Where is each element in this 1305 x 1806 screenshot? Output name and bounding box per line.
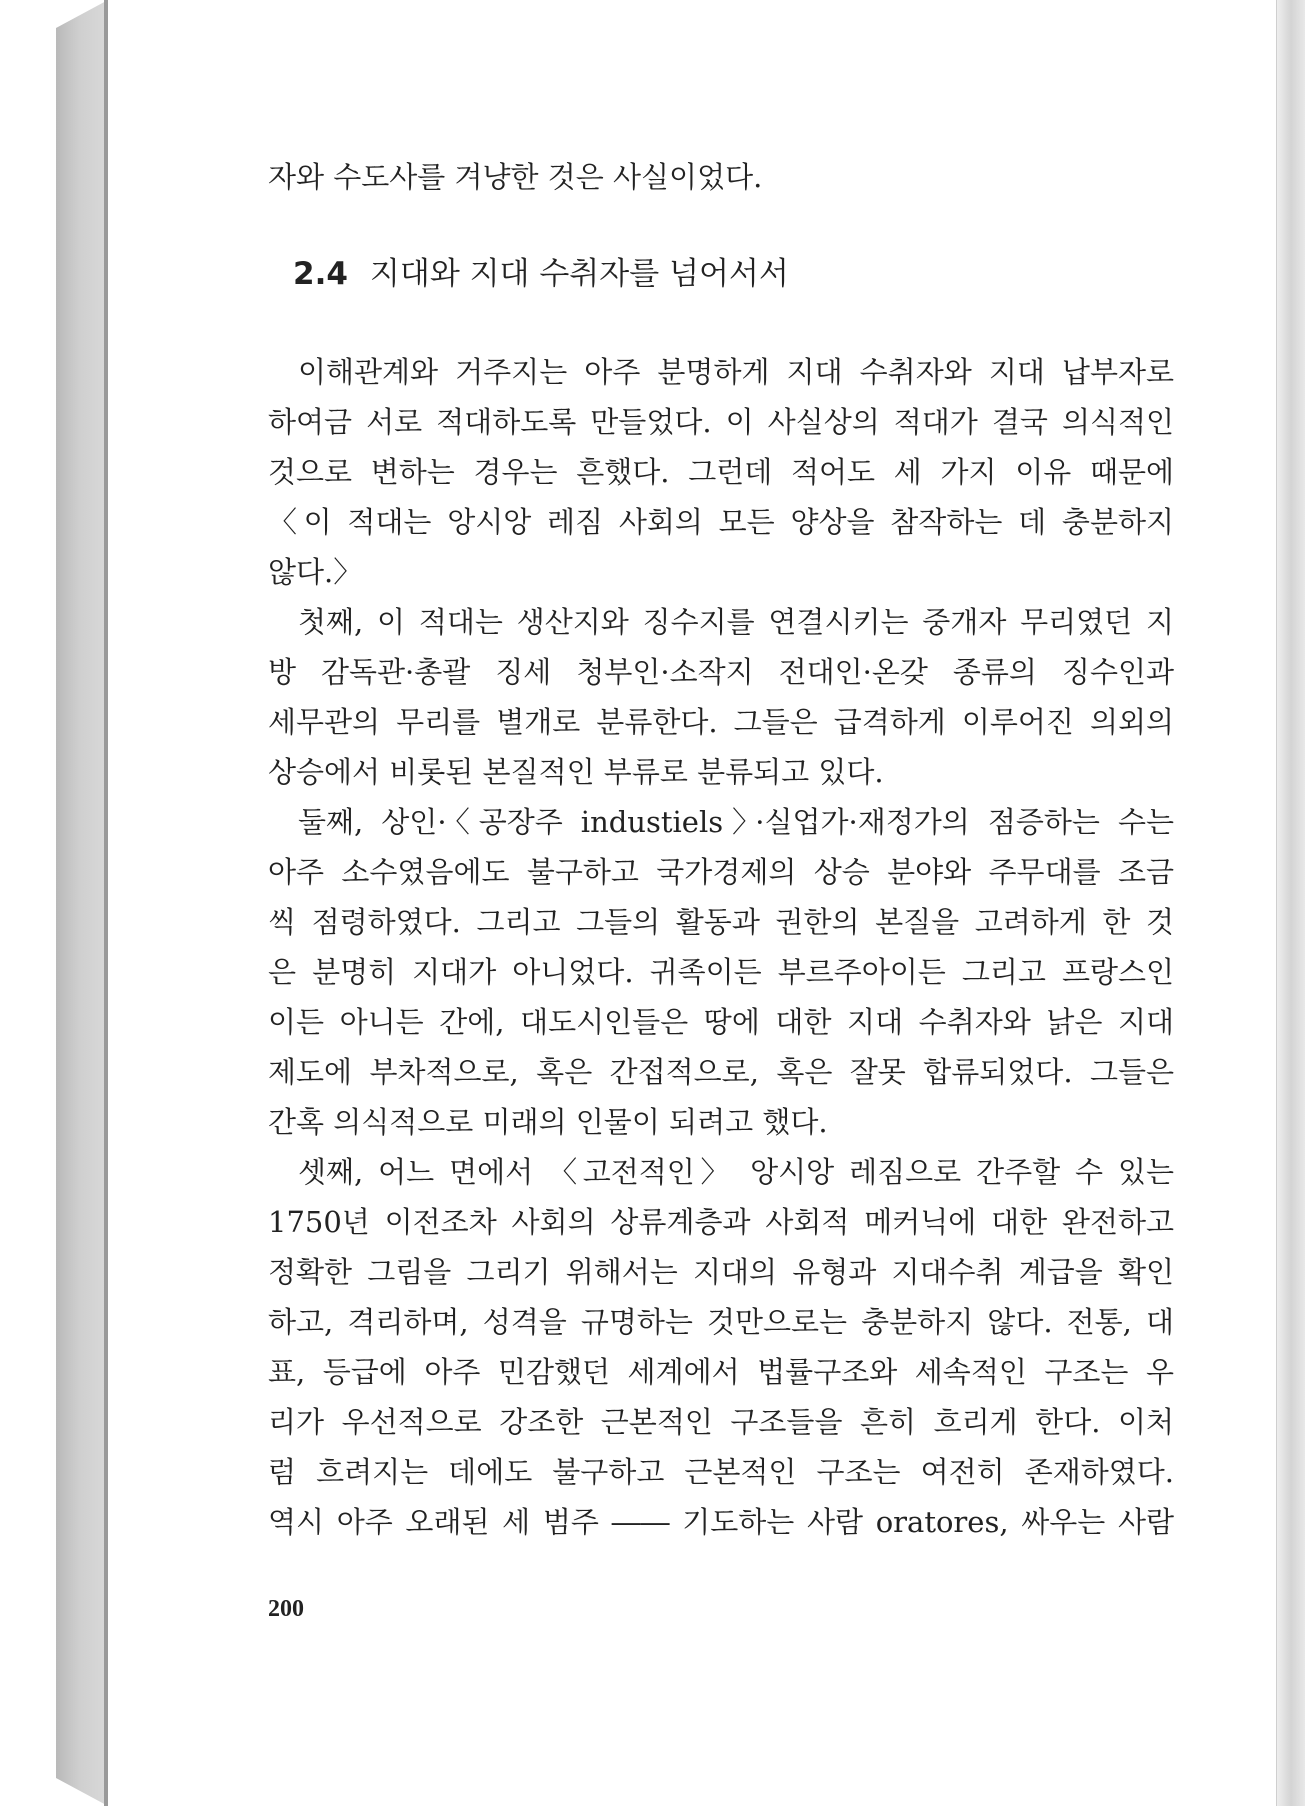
text-line: 방 감독관·총괄 징세 청부인·소작지 전대인·온갖 종류의 징수인과 bbox=[268, 655, 1174, 689]
text-line: 〈이 적대는 앙시앙 레짐 사회의 모든 양상을 참작하는 데 충분하지 bbox=[268, 505, 1174, 539]
text-line: 아주 소수였음에도 불구하고 국가경제의 상승 분야와 주무대를 조금 bbox=[268, 855, 1174, 889]
top-paragraph bbox=[268, 152, 1174, 202]
body-text bbox=[268, 347, 1174, 1547]
page bbox=[108, 0, 1277, 1806]
text-line: 하여금 서로 적대하도록 만들었다. 이 사실상의 적대가 결국 의식적인 bbox=[268, 405, 1174, 439]
text-line: 세무관의 무리를 별개로 분류한다. 그들은 급격하게 이루어진 의외의 bbox=[268, 705, 1174, 739]
text-line: 씩 점령하였다. 그리고 그들의 활동과 권한의 본질을 고려하게 한 것 bbox=[268, 905, 1174, 939]
text-line: 역시 아주 오래된 세 범주 ―― 기도하는 사람 oratores, 싸우는 사람 bbox=[268, 1505, 1174, 1539]
text-line: 럼 흐려지는 데에도 불구하고 근본적인 구조는 여전히 존재하였다. bbox=[268, 1455, 1174, 1489]
text-line: 첫째, 이 적대는 생산지와 징수지를 연결시키는 중개자 무리였던 지 bbox=[298, 605, 1174, 639]
section-number: 2.4 bbox=[293, 256, 348, 292]
section-heading bbox=[293, 248, 789, 293]
page-number: 200 bbox=[268, 1596, 304, 1622]
text-line: 이든 아니든 간에, 대도시인들은 땅에 대한 지대 수취자와 낡은 지대 bbox=[268, 1005, 1174, 1039]
text-line: 하고, 격리하며, 성격을 규명하는 것만으로는 충분하지 않다. 전통, 대 bbox=[268, 1305, 1174, 1339]
text-line: 것으로 변하는 경우는 흔했다. 그런데 적어도 세 가지 이유 때문에 bbox=[268, 455, 1174, 489]
text-line: 셋째, 어느 면에서 〈고전적인〉 앙시앙 레짐으로 간주할 수 있는 bbox=[298, 1155, 1174, 1189]
page-edge-right bbox=[1276, 0, 1305, 1806]
text-line: 이해관계와 거주지는 아주 분명하게 지대 수취자와 지대 납부자로 bbox=[298, 355, 1174, 389]
book-spine bbox=[56, 0, 108, 1806]
text-line-top: 자와 수도사를 겨냥한 것은 사실이었다. bbox=[268, 160, 763, 194]
text-line: 간혹 의식적으로 미래의 인물이 되려고 했다. bbox=[268, 1105, 828, 1139]
text-line: 상승에서 비롯된 본질적인 부류로 분류되고 있다. bbox=[268, 755, 884, 789]
text-line: 정확한 그림을 그리기 위해서는 지대의 유형과 지대수취 계급을 확인 bbox=[268, 1255, 1174, 1289]
text-line: 리가 우선적으로 강조한 근본적인 구조들을 흔히 흐리게 한다. 이처 bbox=[268, 1405, 1174, 1439]
text-line: 은 분명히 지대가 아니었다. 귀족이든 부르주아이든 그리고 프랑스인 bbox=[268, 955, 1174, 989]
section-title: 지대와 지대 수취자를 넘어서서 bbox=[369, 256, 789, 292]
text-line: 않다.〉 bbox=[268, 555, 363, 589]
text-line: 1750년 이전조차 사회의 상류계층과 사회적 메커닉에 대한 완전하고 bbox=[268, 1205, 1174, 1239]
text-line: 둘째, 상인·〈공장주 industiels〉·실업가·재정가의 점증하는 수는 bbox=[298, 805, 1174, 839]
text-line: 제도에 부차적으로, 혹은 간접적으로, 혹은 잘못 합류되었다. 그들은 bbox=[268, 1055, 1174, 1089]
text-line: 표, 등급에 아주 민감했던 세계에서 법률구조와 세속적인 구조는 우 bbox=[268, 1355, 1174, 1389]
